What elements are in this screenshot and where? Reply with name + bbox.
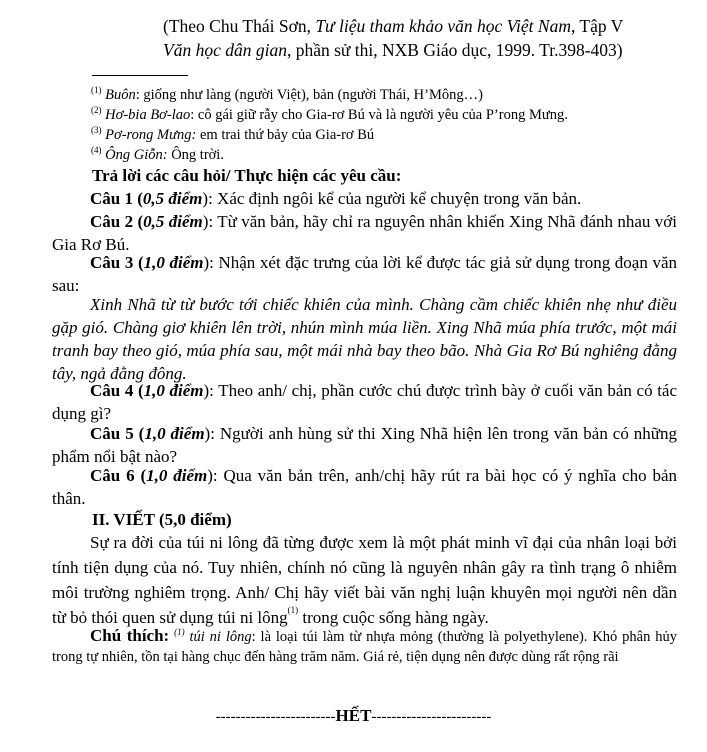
instructions-heading: Trả lời các câu hỏi/ Thực hiện các yêu cầu: [92, 166, 402, 185]
footnote-1: $^{(1)}$ Buôn: giống như làng (người Việt), bản (người Thái, H’Mông…) [91, 85, 483, 103]
question-2: Câu 2 (0,5 điểm): Từ văn bản, hãy chỉ ra nguyên nhân khiến Xing Nhã đánh nhau với Gia Rơ Bú. [52, 212, 678, 254]
source-citation: (Theo Chu Thái Sơn, Tư liệu tham khảo văn học Việt Nam, Tập V Văn học dân gian, phần sử thi, NXB Giáo dục, 1999. Tr.398-403) [163, 16, 624, 60]
footnote-note: Chú thích: $^{(1)}$ túi ni lông: là loại túi làm từ nhựa mỏng (thường là polyethylene). Khó phân hủy trong tự nhiên, tồn tại hàng chục đến hàng trăm năm. Giá rẻ, tiện dụng nên được dùng rất rộng rãi [52, 626, 677, 665]
essay-prompt: Sự ra đời của túi ni lông đã từng được xem là một phát minh vĩ đại của nhân loại bởi tính tiện dụng của nó. Tuy nhiên, chính nó cũng là nguyên nhân gây ra tình trạng ô nhiễm môi trường nghiêm trọng. Anh/ Chị hãy viết bài văn nghị luận khuyên mọi người nên dần từ bỏ thói quen sử dụng túi ni lông$^{(1)}$ trong cuộc sống hàng ngày. [52, 533, 677, 627]
section-2-title: II. VIẾT (5,0 điểm) [92, 510, 232, 529]
question-4: Câu 4 (1,0 điểm): Theo anh/ chị, phần cước chú được trình bày ở cuối văn bản có tác dụng gì? [52, 381, 678, 423]
question-5: Câu 5 (1,0 điểm): Người anh hùng sử thi Xing Nhã hiện lên trong văn bản có những phẩm nổi bật nào? [52, 424, 677, 466]
end-marker: ------------------------HẾT------------------------ [215, 706, 492, 725]
question-6: Câu 6 (1,0 điểm): Qua văn bản trên, anh/chị hãy rút ra bài học có ý nghĩa cho bản thân. [52, 466, 677, 508]
footnote-4: $^{(4)}$ Ông Giỗn: Ông trời. [91, 145, 224, 163]
quote-passage: Xinh Nhã từ từ bước tới chiếc khiên của mình. Chàng cầm chiếc khiên nhẹ như điều gặp gió. Chàng giơ khiên lên trời, nhún mình múa liền. Xing Nhã múa phía trước, một mái tranh bay theo gió, múa phía sau, một mái nhà bay theo bão. Nhà Gia Rơ Bú nghiêng đằng tây, ngả đằng đông. [52, 295, 677, 383]
question-1: Câu 1 (0,5 điểm): Xác định ngôi kể của người kể chuyện trong văn bản. [90, 189, 582, 208]
question-3: Câu 3 (1,0 điểm): Nhận xét đặc trưng của lời kể được tác giả sử dụng trong đoạn văn sau: [52, 253, 677, 295]
footnote-2: $^{(2)}$ Hơ-bia Bơ-lao: cô gái giữ rẫy cho Gia-rơ Bú và là người yêu của P’rong Mưng. [91, 105, 568, 123]
footnote-divider [92, 75, 188, 76]
footnote-3: $^{(3)}$ Pơ-rong Mưng: em trai thứ bảy của Gia-rơ Bú [91, 125, 375, 143]
